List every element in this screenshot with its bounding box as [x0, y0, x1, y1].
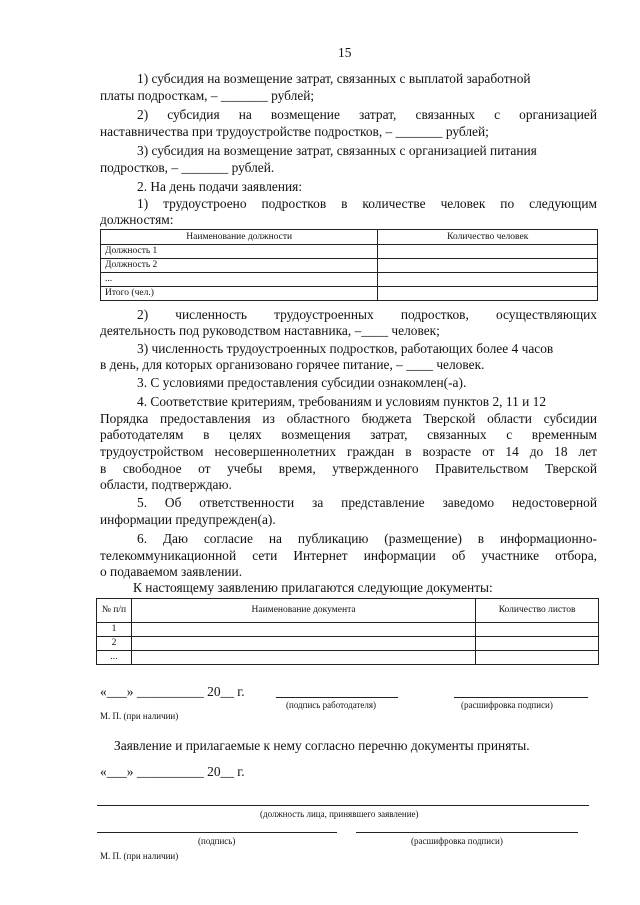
people-count-header: Количество человек — [378, 230, 598, 245]
section-6-line-3: о подаваемом заявлении. — [100, 564, 243, 579]
table-row — [101, 259, 598, 273]
subsidy-item-1-line-1: 1) субсидия на возмещение затрат, связанных с выплатой заработной — [137, 71, 531, 86]
signature-line — [97, 832, 337, 833]
subsidy-item-2-line-2: наставничества при трудоустройстве подростков, – _______ рублей; — [100, 124, 489, 139]
section-4-line: работодателям в целях возмещения затрат, связанных с временным — [100, 427, 597, 442]
section-4-line: трудоустройством несовершеннолетних граждан в возрасте от 14 до 18 лет — [100, 444, 597, 459]
table-header-row — [97, 599, 599, 623]
sheet-count-cell — [476, 623, 599, 637]
subsidy-item-3-line-1: 3) субсидия на возмещение затрат, связанных с организацией питания — [137, 143, 537, 158]
table-row — [101, 245, 598, 259]
hot-meals-count-line-2: в день, для которых организовано горячее питание, – ____ человек. — [100, 357, 485, 372]
subsidy-item-1-line-2: платы подросткам, – _______ рублей; — [100, 88, 315, 103]
row-number-cell: ... — [97, 651, 132, 665]
section-4-line: области, подтверждаю. — [100, 477, 232, 492]
document-name-header: Наименование документа — [131, 599, 475, 623]
section-3-text: 3. С условиями предоставления субсидии ознакомлен(-а). — [137, 375, 467, 390]
table-row — [97, 623, 599, 637]
attachments-intro: К настоящему заявлению прилагаются следующие документы: — [133, 580, 493, 595]
table-row — [97, 637, 599, 651]
employer-signature-caption: (подпись работодателя) — [286, 700, 377, 710]
section-4-line: в свободное от учебы время, утвержденного Правительством Тверской — [100, 461, 597, 476]
acceptance-statement: Заявление и прилагаемые к нему согласно перечню документы приняты. — [114, 738, 530, 753]
section-5-line-2: информации предупрежден(а). — [100, 512, 276, 527]
row-number-cell: 1 — [97, 623, 132, 637]
acceptance-date: «___» __________ 20__ г. — [100, 764, 245, 779]
employed-count-line-2: должностям: — [100, 212, 174, 227]
position-name-cell: ... — [101, 273, 378, 287]
row-number-cell: 2 — [97, 637, 132, 651]
position-name-header: Наименование должности — [101, 230, 378, 245]
documents-table — [96, 598, 599, 665]
mentored-count-line-2: деятельность под руководством наставника, –____ человек; — [100, 323, 440, 338]
subsidy-item-2-line-1: 2) субсидия на возмещение затрат, связанных с организацией — [137, 107, 597, 122]
document-name-cell — [131, 637, 475, 651]
mentored-count-line-1: 2) численность трудоустроенных подростков, осуществляющих — [137, 307, 597, 322]
section-6-line-2: телекоммуникационной сети Интернет информации об участнике отбора, — [100, 548, 597, 563]
employed-count-line-1: 1) трудоустроено подростков в количестве человек по следующим — [137, 196, 597, 211]
sheet-count-cell — [476, 651, 599, 665]
position-name-cell: Должность 1 — [101, 245, 378, 259]
table-header-row — [101, 230, 598, 245]
acceptor-signature-caption: (подпись) — [198, 836, 236, 846]
positions-table — [100, 229, 598, 301]
people-count-cell — [378, 259, 598, 273]
decoding-line — [454, 697, 588, 698]
people-count-cell — [378, 273, 598, 287]
document-name-cell — [131, 623, 475, 637]
signature-line — [276, 697, 398, 698]
section-2-heading: 2. На день подачи заявления: — [137, 179, 303, 194]
stamp-note: М. П. (при наличии) — [100, 711, 179, 721]
employer-decoding-caption: (расшифровка подписи) — [461, 700, 553, 710]
people-count-cell — [378, 245, 598, 259]
table-row — [101, 287, 598, 301]
acceptor-decoding-caption: (расшифровка подписи) — [411, 836, 503, 846]
table-row — [97, 651, 599, 665]
section-4-line: Порядка предоставления из областного бюджета Тверской области субсидии — [100, 411, 597, 426]
row-number-header: № п/п — [97, 599, 132, 623]
stamp-note: М. П. (при наличии) — [100, 851, 179, 861]
section-4-line: 4. Соответствие критериям, требованиям и условиям пунктов 2, 11 и 12 — [137, 394, 547, 409]
section-6-line-1: 6. Даю согласие на публикацию (размещение) в информационно- — [137, 531, 597, 546]
sheet-count-header: Количество листов — [476, 599, 599, 623]
table-row — [101, 273, 598, 287]
subsidy-item-3-line-2: подростков, – _______ рублей. — [100, 160, 275, 175]
page-number: 15 — [338, 45, 352, 60]
document-name-cell — [131, 651, 475, 665]
hot-meals-count-line-1: 3) численность трудоустроенных подростков, работающих более 4 часов — [137, 341, 554, 356]
total-label-cell: Итого (чел.) — [101, 287, 378, 301]
decoding-line — [356, 832, 578, 833]
position-line — [97, 805, 589, 806]
section-5-line-1: 5. Об ответственности за представление заведомо недостоверной — [137, 495, 597, 510]
position-name-cell: Должность 2 — [101, 259, 378, 273]
acceptor-position-caption: (должность лица, принявшего заявление) — [260, 809, 419, 819]
total-value-cell — [378, 287, 598, 301]
application-date: «___» __________ 20__ г. — [100, 684, 245, 699]
sheet-count-cell — [476, 637, 599, 651]
